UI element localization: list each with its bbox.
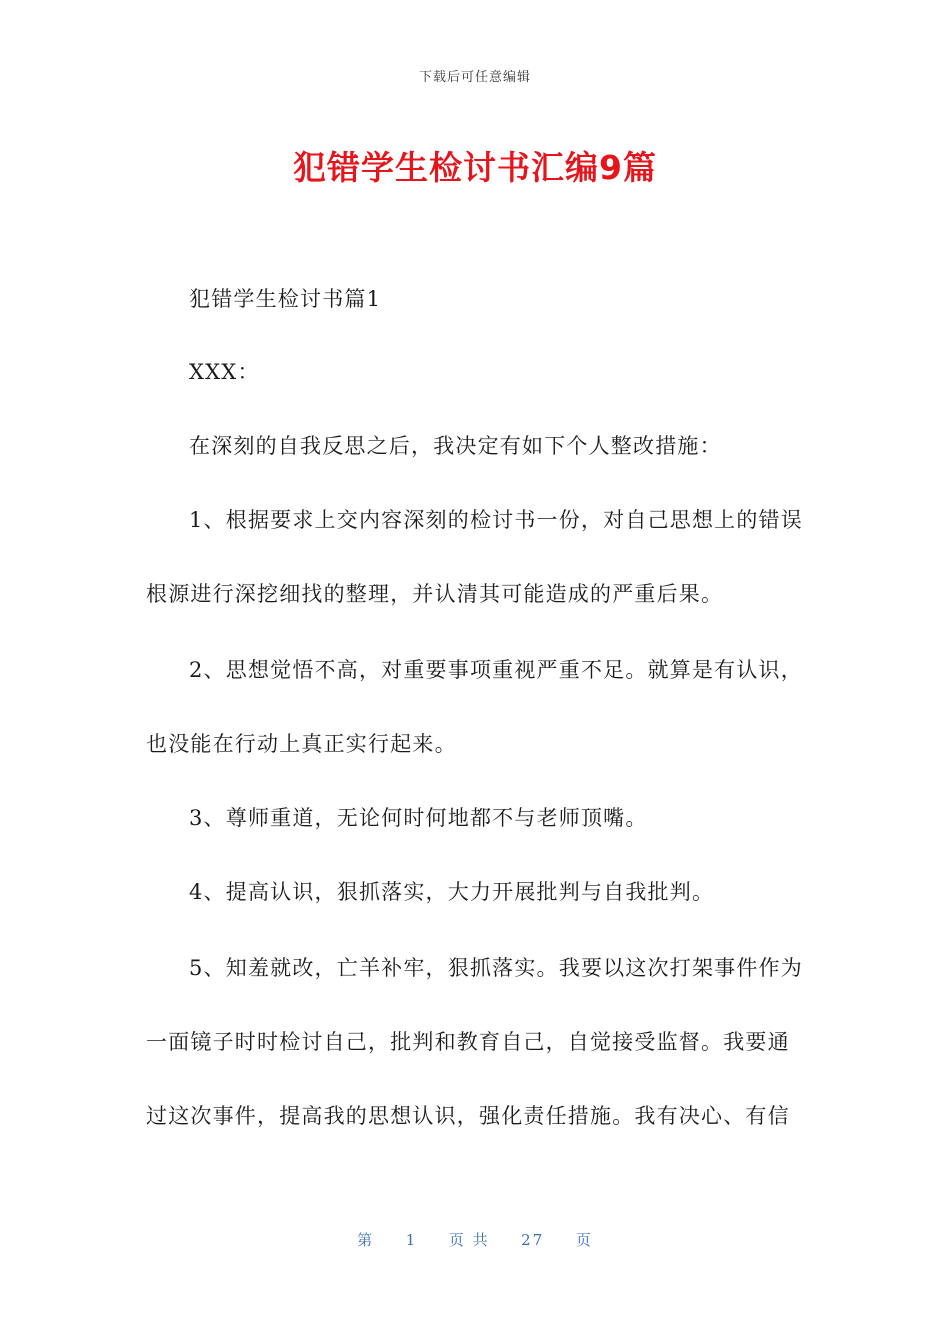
footer-page-suffix: 页 <box>575 1231 593 1249</box>
salutation: XXX： <box>189 360 260 384</box>
paragraph-line: 一面镜子时时检讨自己，批判和教育自己，自觉接受监督。我要通 <box>146 1030 790 1054</box>
page-footer <box>0 1229 950 1250</box>
section-heading: 犯错学生检讨书篇1 <box>189 287 382 311</box>
paragraph-line: 根源进行深挖细找的整理，并认清其可能造成的严重后果。 <box>146 582 724 606</box>
paragraph-line: 在深刻的自我反思之后，我决定有如下个人整改措施： <box>189 434 722 458</box>
footer-page-mid: 页 共 <box>448 1231 490 1249</box>
paragraph-line: 也没能在行动上真正实行起来。 <box>146 732 457 756</box>
document-title: 犯错学生检讨书汇编9篇 <box>293 148 657 187</box>
paragraph-line: 4、提高认识，狠抓落实，大力开展批判与自我批判。 <box>189 880 715 904</box>
paragraph-line: 5、知羞就改，亡羊补牢，狠抓落实。我要以这次打架事件作为 <box>189 956 803 980</box>
footer-page-number: 1 <box>405 1231 418 1249</box>
paragraph-line: 3、尊师重道，无论何时何地都不与老师顶嘴。 <box>189 806 648 830</box>
paragraph-line: 2、思想觉悟不高，对重要事项重视严重不足。就算是有认识， <box>189 658 803 682</box>
paragraph-line: 过这次事件，提高我的思想认识，强化责任措施。我有决心、有信 <box>146 1104 790 1128</box>
header-note: 下载后可任意编辑 <box>418 70 531 85</box>
footer-page-prefix: 第 <box>357 1231 375 1249</box>
paragraph-line: 1、根据要求上交内容深刻的检讨书一份，对自己思想上的错误 <box>189 508 803 532</box>
footer-total-pages: 27 <box>521 1231 545 1249</box>
